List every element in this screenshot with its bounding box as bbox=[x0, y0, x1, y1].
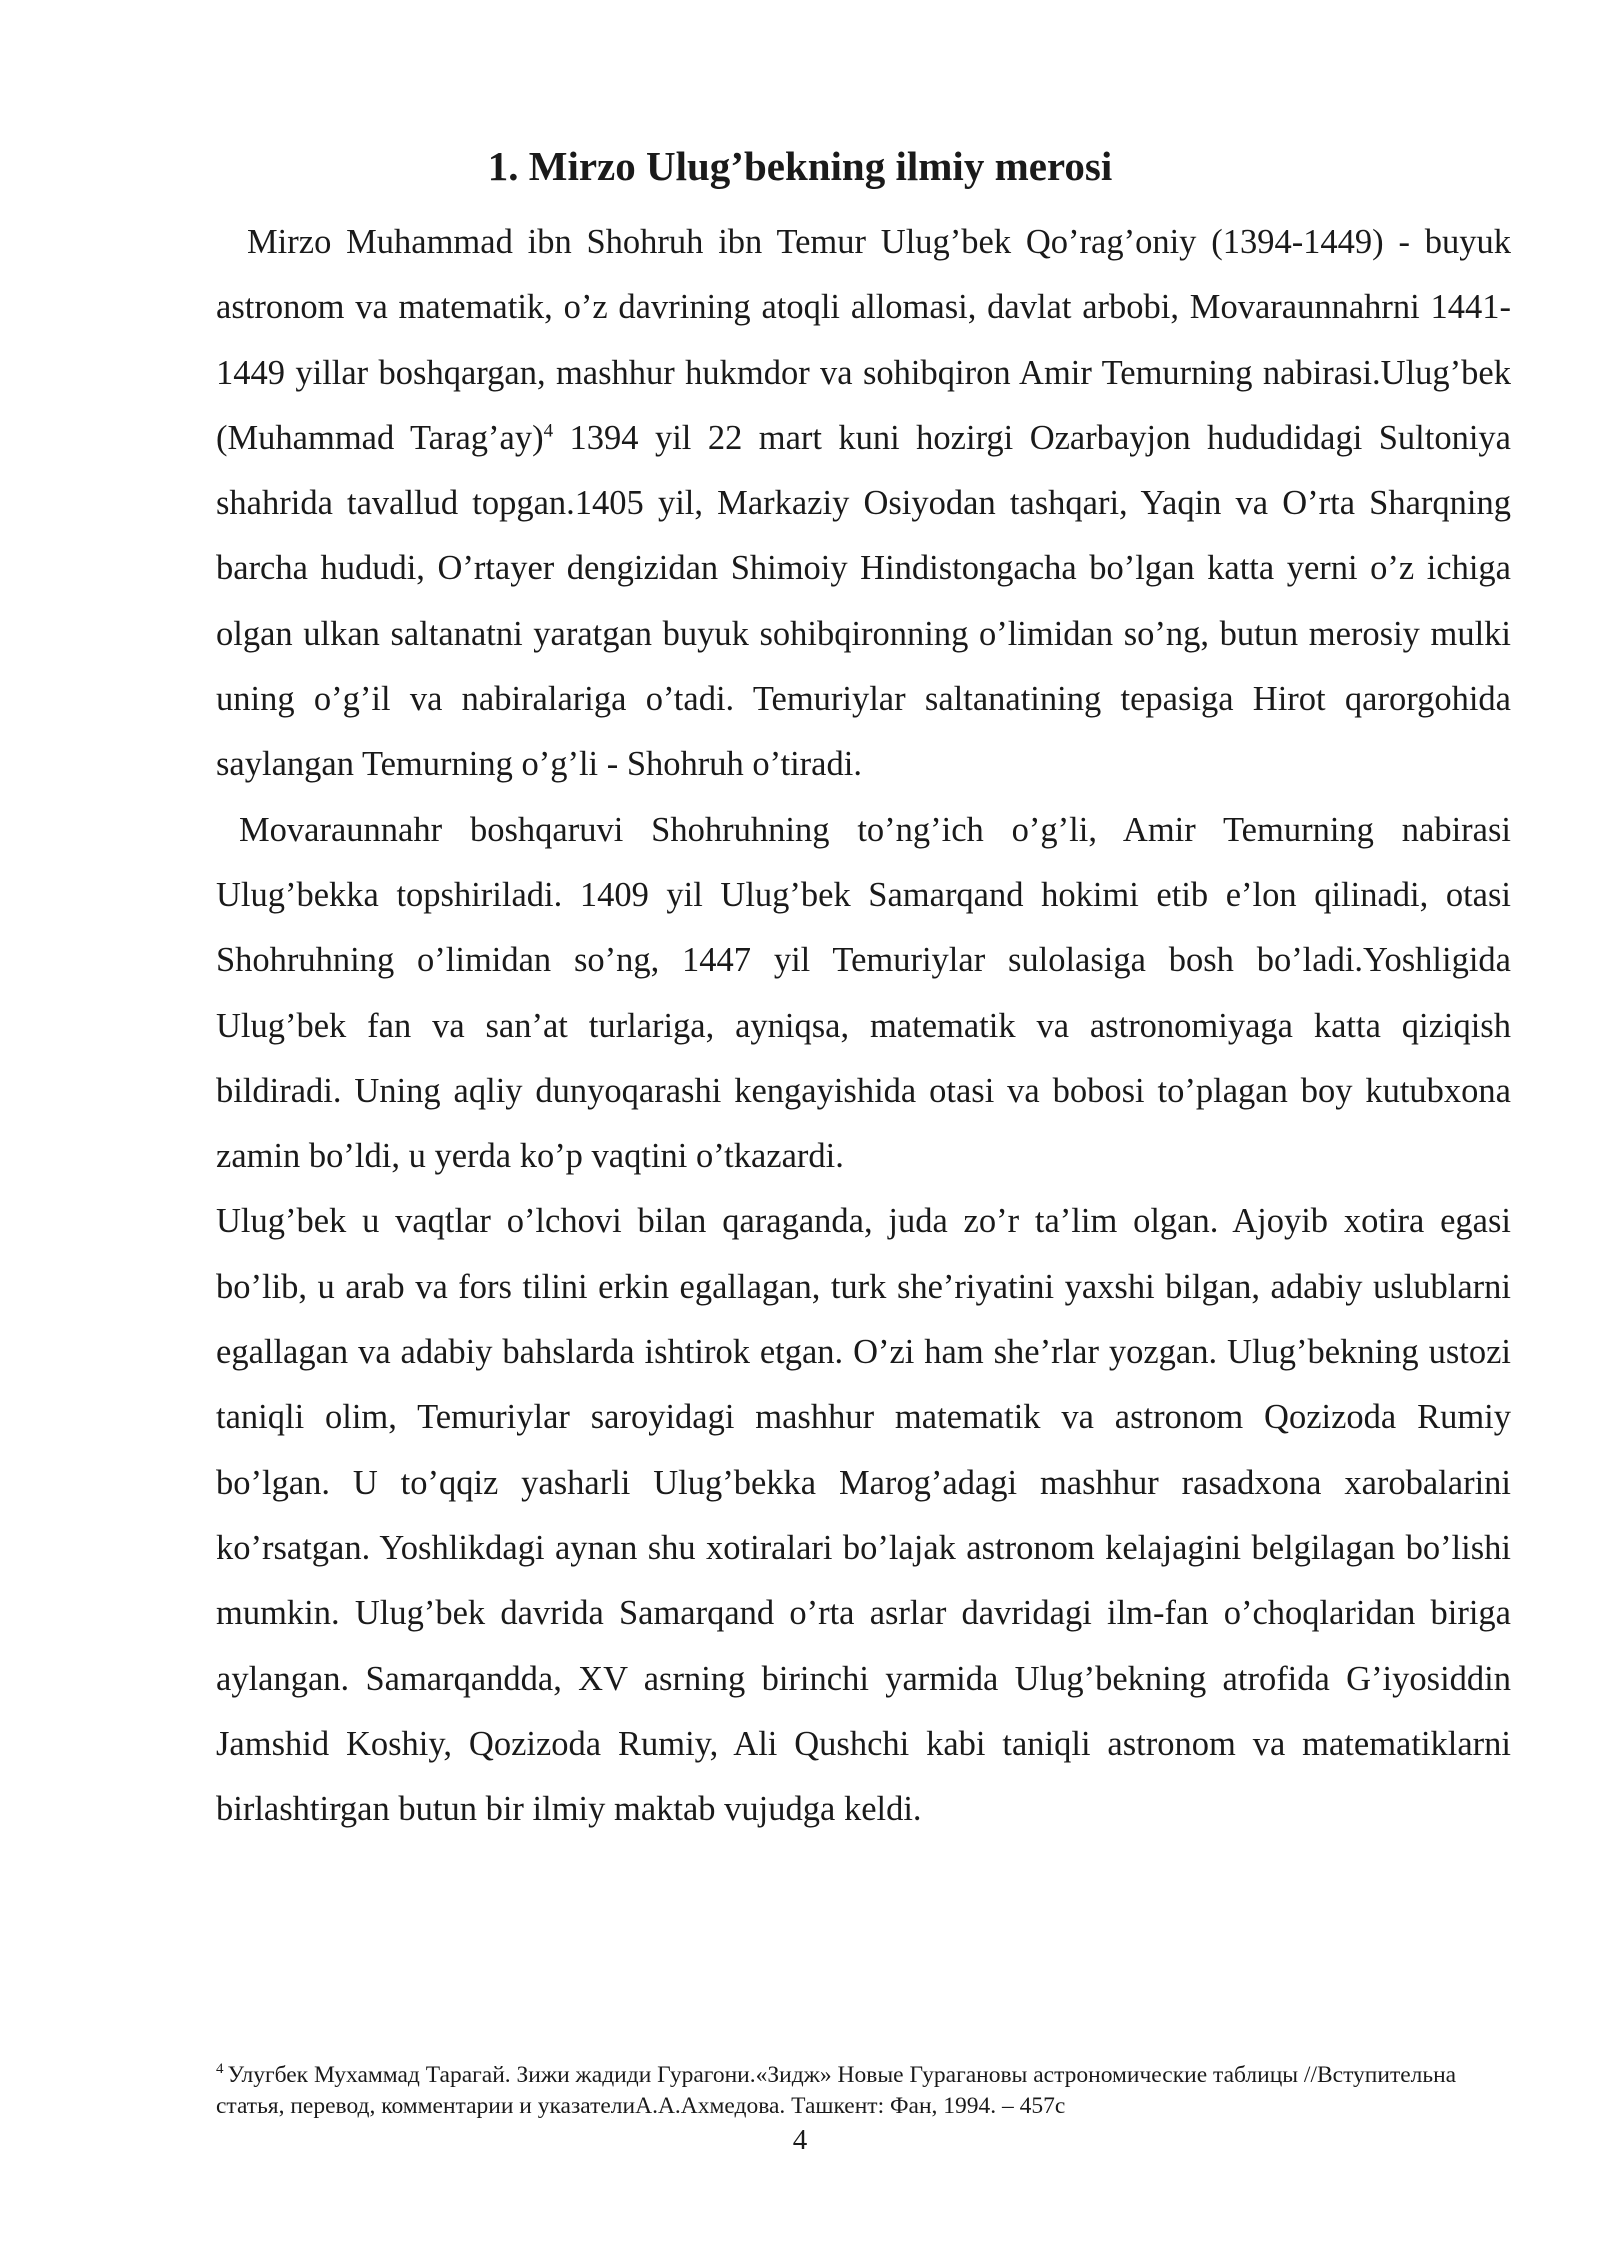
footnote-marker: 4 bbox=[216, 2061, 224, 2078]
paragraph-2: Movaraunnahr boshqaruvi Shohruhning to’ng’ich o’g’li, Amir Temurning nabirasi Ulug’bekka topshiriladi. 1409 yil Ulug’bek Samarqand hokimi etib e’lon qilinadi, otasi Shohruhning o’limidan so’ng, 1447 yil Temuriylar sulolasiga bosh bo’ladi.Yoshligida Ulug’bek fan va san’at turlariga, ayniqsa, matematik va astronomiyaga katta qiziqish bildiradi. Uning aqliy dunyoqarashi kengayishida otasi va bobosi to’plagan boy kutubxona zamin bo’ldi, u yerda ko’p vaqtini o’tkazardi. bbox=[216, 810, 1511, 1176]
footnote bbox=[216, 2060, 1511, 2122]
section-title: 1. Mirzo Ulug’bekning ilmiy merosi bbox=[487, 143, 1113, 189]
page-number: 4 bbox=[792, 2124, 808, 2156]
paragraph-1-text-a: Mirzo Muhammad ibn Shohruh ibn Temur Ulug’bek Qo’rag’oniy (1394-1449) - buyuk astronom va matematik, o’z davrining atoqli allomasi, davlat arbobi, Movaraunnahrni 1441-1449 yillar boshqargan, mashhur hukmdor va sohibqiron Amir Temurning nabirasi.Ulug’bek (Muhammad Tarag’ay) bbox=[216, 223, 1511, 457]
paragraph-3: Ulug’bek u vaqtlar o’lchovi bilan qaraganda, juda zo’r ta’lim olgan. Ajoyib xotira egasi bo’lib, u arab va fors tilini erkin egallagan, turk she’riyatini yaxshi bilgan, adabiy uslublarni egallagan va adabiy bahslarda ishtirok etgan. O’zi ham she’rlar yozgan. Ulug’bekning ustozi taniqli olim, Temuriylar saroyidagi mashhur matematik va astronom Qozizoda Rumiy bo’lgan. U to’qqiz yasharli Ulug’bekka Marog’adagi mashhur rasadxona xarobalarini ko’rsatgan. Yoshlikdagi aynan shu xotiralari bo’lajak astronom kelajagini belgilagan bo’lishi mumkin. Ulug’bek davrida Samarqand o’rta asrlar davridagi ilm-fan o’choqlaridan biriga aylangan. Samarqandda, XV asrning birinchi yarmida Ulug’bekning atrofida G’iyosiddin Jamshid Koshiy, Qozizoda Rumiy, Ali Qushchi kabi taniqli astronom va matematiklarni birlashtirgan butun bir ilmiy maktab vujudga keldi. bbox=[216, 1202, 1511, 1829]
paragraph-1 bbox=[216, 210, 1511, 798]
footnote-text: Улугбек Мухаммад Тарагай. Зижи жадиди Гурагони.«Зидж» Новые Гурагановы астрономические таблицы //Вступительна статья, перевод, комментарии и указателиА.А.Ахмедова. Ташкент: Фан, 1994. – 457с bbox=[216, 2062, 1457, 2119]
body-text bbox=[216, 210, 1511, 1842]
footnote-reference[interactable]: 4 bbox=[543, 420, 554, 442]
paragraph-1-text-b: 1394 yil 22 mart kuni hozirgi Ozarbayjon hududidagi Sultoniya shahrida tavallud topgan.1405 yil, Markaziy Osiyodan tashqari, Yaqin va O’rta Sharqning barcha hududi, O’rtayer dengizidan Shimoiy Hindistongacha bo’lgan katta yerni o’z ichiga olgan ulkan saltanatni yaratgan buyuk sohibqironning o’limidan so’ng, butun merosiy mulki uning o’g’il va nabiralariga o’tadi. Temuriylar saltanatining tepasiga Hirot qarorgohida saylangan Temurning o’g’li - Shohruh o’tiradi. bbox=[216, 418, 1511, 784]
